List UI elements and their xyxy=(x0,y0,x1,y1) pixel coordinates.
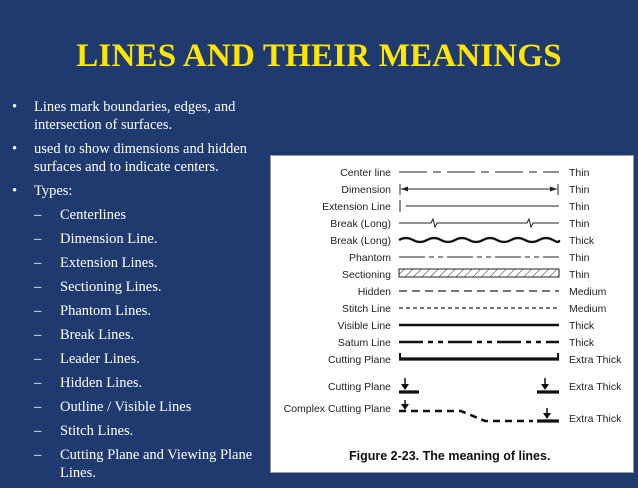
type-item xyxy=(34,446,277,482)
row-label: Break (Long) xyxy=(330,218,391,230)
sub-marker: – xyxy=(34,351,42,367)
bullet-marker: • xyxy=(12,141,18,157)
complex-cutting-plane-sample xyxy=(399,400,559,421)
sub-marker: – xyxy=(34,207,42,223)
row-weight: Thick xyxy=(569,235,595,247)
type-text: Cutting Plane and Viewing Plane Lines. xyxy=(60,447,253,481)
slide-title: LINES AND THEIR MEANINGS xyxy=(76,38,562,74)
type-text: Hidden Lines. xyxy=(60,375,143,391)
bullet-marker: • xyxy=(12,183,18,199)
type-text: Extension Lines. xyxy=(60,255,158,271)
sub-marker: – xyxy=(34,399,42,415)
bullet-item xyxy=(12,98,277,134)
extension-line-sample xyxy=(400,200,559,212)
row-weight: Medium xyxy=(569,286,607,298)
row-label: Sectioning xyxy=(341,269,391,281)
type-item xyxy=(34,350,277,368)
row-weight: Thin xyxy=(569,269,590,281)
row-label: Cutting Plane xyxy=(327,354,391,366)
types-sublist xyxy=(12,206,277,482)
line-types-diagram xyxy=(271,156,633,472)
row-weight: Thin xyxy=(569,184,590,196)
row-label: Stitch Line xyxy=(341,303,391,315)
row-weight: Thin xyxy=(569,201,590,213)
cutting-plane-arrows-sample xyxy=(399,378,559,392)
type-text: Sectioning Lines. xyxy=(60,279,162,295)
bullet-item xyxy=(12,182,277,200)
row-weight: Thin xyxy=(569,252,590,264)
type-text: Outline / Visible Lines xyxy=(60,399,192,415)
row-label: Complex Cutting Plane xyxy=(283,403,391,415)
type-item xyxy=(34,278,277,296)
row-weight: Extra Thick xyxy=(569,354,622,366)
row-label: Center line xyxy=(340,167,391,179)
row-label: Extension Line xyxy=(322,201,391,213)
type-text: Leader Lines. xyxy=(60,351,140,367)
sub-marker: – xyxy=(34,375,42,391)
row-weight: Extra Thick xyxy=(569,413,622,425)
type-text: Centerlines xyxy=(60,207,127,223)
type-text: Phantom Lines. xyxy=(60,303,152,319)
row-weight: Medium xyxy=(569,303,607,315)
row-label: Break (Long) xyxy=(330,235,391,247)
sub-marker: – xyxy=(34,303,42,319)
bullet-item xyxy=(12,140,277,176)
type-item xyxy=(34,422,277,440)
dimension-line-sample xyxy=(400,184,558,195)
bullet-text: Types: xyxy=(34,183,73,199)
row-label: Dimension xyxy=(341,184,391,196)
cutting-plane-sample xyxy=(399,353,559,359)
sub-marker: – xyxy=(34,447,42,463)
type-item xyxy=(34,326,277,344)
row-label: Satum Line xyxy=(337,337,391,349)
row-weight: Thin xyxy=(569,218,590,230)
row-weight: Thick xyxy=(569,337,595,349)
type-item xyxy=(34,230,277,248)
type-text: Break Lines. xyxy=(60,327,135,343)
row-label: Visible Line xyxy=(337,320,391,332)
sub-marker: – xyxy=(34,279,42,295)
bullet-marker: • xyxy=(12,99,18,115)
figure-caption: Figure 2-23. The meaning of lines. xyxy=(349,449,551,463)
row-label: Hidden xyxy=(357,286,391,298)
type-text: Dimension Line. xyxy=(60,231,158,247)
break-long-thin-sample xyxy=(399,219,559,227)
bullet-text: Lines mark boundaries, edges, and intersection of surfaces. xyxy=(34,99,236,133)
type-text: Stitch Lines. xyxy=(60,423,134,439)
row-label: Phantom xyxy=(348,252,391,264)
sub-marker: – xyxy=(34,255,42,271)
type-item xyxy=(34,398,277,416)
row-weight: Thin xyxy=(569,167,590,179)
line-meanings-figure xyxy=(270,155,634,473)
type-item xyxy=(34,374,277,392)
bullet-text: used to show dimensions and hidden surfaces and to indicate centers. xyxy=(34,141,248,175)
sectioning-sample xyxy=(399,269,559,277)
break-long-thick-sample xyxy=(399,238,559,242)
type-item xyxy=(34,254,277,272)
type-item xyxy=(34,206,277,224)
sub-marker: – xyxy=(34,423,42,439)
bullet-list xyxy=(12,98,277,488)
sub-marker: – xyxy=(34,231,42,247)
row-weight: Extra Thick xyxy=(569,381,622,393)
row-label: Cutting Plane xyxy=(327,381,391,393)
sub-marker: – xyxy=(34,327,42,343)
row-weight: Thick xyxy=(569,320,595,332)
type-item xyxy=(34,302,277,320)
